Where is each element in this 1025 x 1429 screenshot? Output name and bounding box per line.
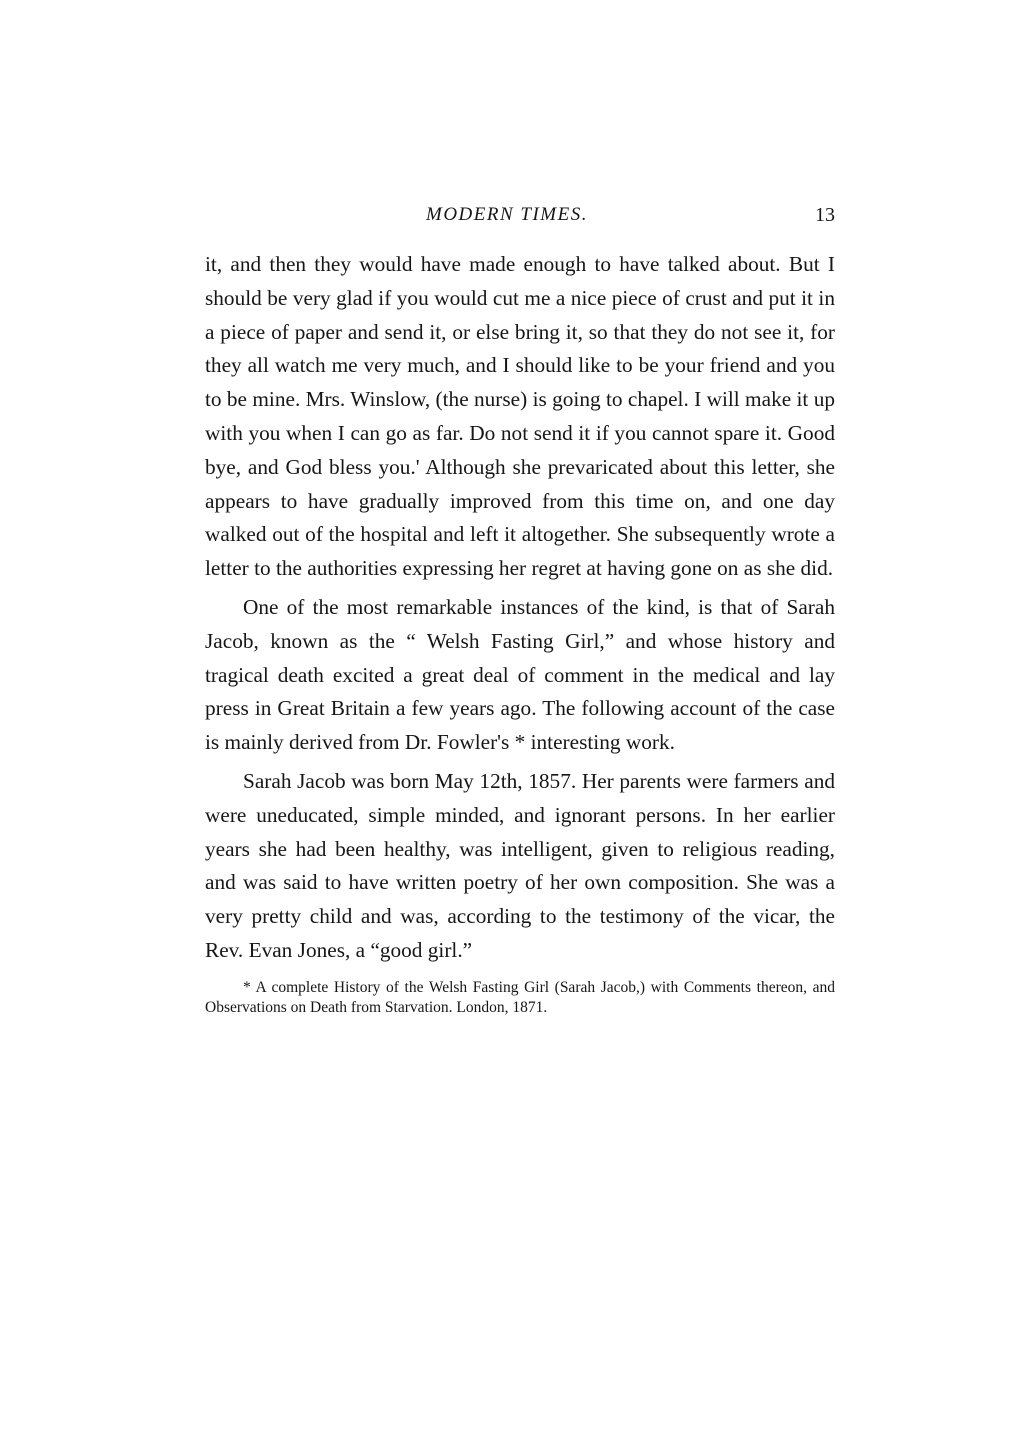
paragraph-continued: it, and then they would have made enough to have talked about. But I should be very glad if you would cut me a nice piece of crust and put it in a piece of paper and send it, or else bring it, so that they do not see it, for they all watch me very much, and I should like to be your friend and you to be mine. Mrs. Winslow, (the nurse) is going to chapel. I will make it up with you when I can go as far. Do not send it if you cannot spare it. Good bye, and God bless you.' Although she prevaricated about this letter, she appears to have gradually improved from this time on, and one day walked out of the hospital and left it altogether. She subsequently wrote a letter to the authorities expressing her regret at having gone on as she did.: [205, 252, 835, 581]
running-title: MODERN TIMES.: [426, 204, 588, 225]
page-number: 13: [815, 204, 835, 226]
paragraph-sarah-jacob-intro: One of the most remarkable instances of the kind, is that of Sarah Jacob, known as the “ Welsh Fasting Girl,” and whose history and tragical death excited a great deal of comment in the medical and lay press in Great Britain a few years ago. The following account of the case is mainly derived from Dr. Fowler's * interesting work.: [205, 594, 835, 755]
footnote: * A complete History of the Welsh Fasting Girl (Sarah Jacob,) with Comments thereon, and Observations on Death from Starvation. London, 1871.: [205, 978, 835, 1017]
running-head: [205, 204, 835, 234]
paragraph-sarah-jacob-biography: Sarah Jacob was born May 12th, 1857. Her parents were farmers and were uneducated, simple minded, and ignorant persons. In her earlier years she had been healthy, was intelligent, given to religious reading, and was said to have written poetry of her own composition. She was a very pretty child and was, according to the testimony of the vicar, the Rev. Evan Jones, a “good girl.”: [205, 768, 835, 962]
body-text: [205, 248, 835, 968]
book-page: [205, 204, 835, 1019]
